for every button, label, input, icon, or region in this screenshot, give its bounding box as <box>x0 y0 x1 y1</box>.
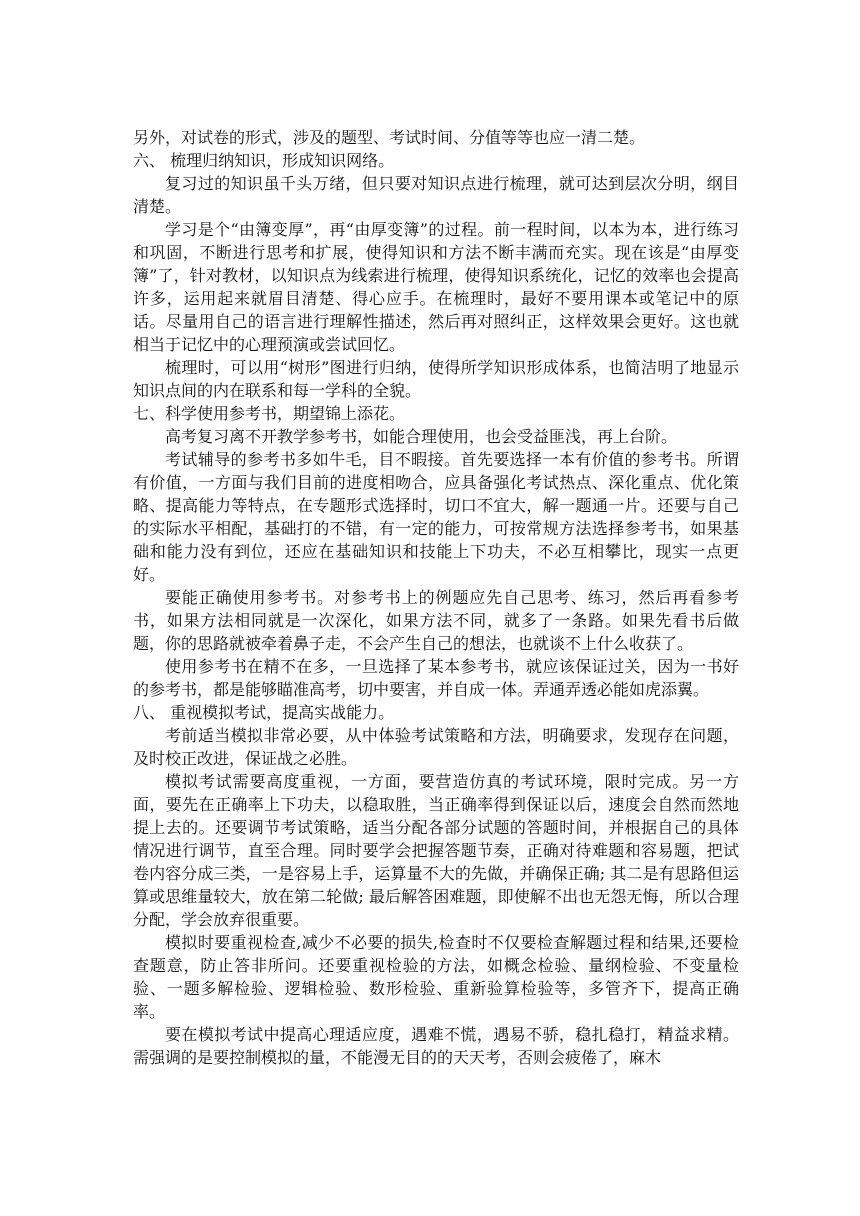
paragraph: 模拟时要重视检查,减少不必要的损失,检查时不仅要检查解题过程和结果,还要检查题意，防止答非所问。还要重视检验的方法，如概念检验、量纲检验、不变量检验、一题多解检验、逻辑检验、数形检验、重新验算检验等，多管齐下，提高正确率。 <box>133 933 739 1021</box>
paragraph: 考前适当模拟非常必要，从中体验考试策略和方法，明确要求，发现存在问题，及时校正改进，保证战之必胜。 <box>133 726 739 768</box>
paragraph: 学习是个“由簿变厚”，再“由厚变簿”的过程。前一程时间，以本为本，进行练习和巩固，不断进行思考和扩展，使得知识和方法不断丰满而充实。现在该是“由厚变簿”了，针对教材，以知识点为线索进行梳理，使得知识系统化，记忆的效率也会提高许多，运用起来就眉目清楚、得心应手。在梳理时，最好不要用课本或笔记中的原话。尽量用自己的语言进行理解性描述，然后再对照纠正，这样效果会更好。这也就相当于记忆中的心理预演或尝试回忆。 <box>133 220 739 354</box>
paragraph: 要能正确使用参考书。对参考书上的例题应先自己思考、练习，然后再看参考书，如果方法相同就是一次深化，如果方法不同，就多了一条路。如果先看书后做题，你的思路就被牵着鼻子走，不会产生自己的想法，也就谈不上什么收获了。 <box>133 588 739 653</box>
paragraph-intro: 另外，对试卷的形式，涉及的题型、考试时间、分值等等也应一清二楚。 <box>133 128 646 147</box>
paragraph: 模拟考试需要高度重视，一方面，要营造仿真的考试环境，限时完成。另一方面，要先在正确率上下功夫，以稳取胜，当正确率得到保证以后，速度会自然而然地提上去的。还要调节考试策略，适当分配各部分试题的答题时间，并根据自己的具体情况进行调节，直至合理。同时要学会把握答题节奏，正确对待难题和容易题，把试卷内容分成三类，一是容易上手，运算量不大的先做，并确保正确; 其二是有思路但运算或思维量较大，放在第二轮做; 最后解答困难题，即使解不出也无怨无悔，所以合理分配，学会放弃很重要。 <box>133 772 739 929</box>
paragraph: 使用参考书在精不在多，一旦选择了某本参考书，就应该保证过关，因为一书好的参考书，都是能够瞄准高考，切中要害，并自成一体。弄通弄透必能如虎添翼。 <box>133 657 739 699</box>
paragraph: 要在模拟考试中提高心理适应度，遇难不慌，遇易不骄，稳扎稳打，精益求精。需强调的是要控制模拟的量，不能漫无目的的天天考，否则会疲倦了，麻木 <box>133 1025 739 1067</box>
paragraph: 考试辅导的参考书多如牛毛，目不暇接。首先要选择一本有价值的参考书。所谓有价值，一方面与我们目前的进度相吻合，应具备强化考试热点、深化重点、优化策略、提高能力等特点，在专题形式选择时，切口不宜大，解一题通一片。还要与自己的实际水平相配，基础打的不错，有一定的能力，可按常规方法选择参考书，如果基础和能力没有到位，还应在基础知识和技能上下功夫，不必互相攀比，现实一点更好。 <box>133 450 739 584</box>
paragraph: 梳理时，可以用“树形”图进行归纳，使得所学知识形成体系，也简洁明了地显示知识点间的内在联系和每一学科的全貌。 <box>133 358 739 400</box>
paragraph: 复习过的知识虽千头万绪，但只要对知识点进行梳理，就可达到层次分明，纲目清楚。 <box>133 174 739 216</box>
paragraph: 高考复习离不开教学参考书，如能合理使用，也会受益匪浅，再上台阶。 <box>165 427 678 446</box>
section-heading-8: 八、 重视模拟考试，提高实战能力。 <box>133 703 395 722</box>
document-body <box>133 126 739 1069</box>
section-heading-6: 六、 梳理归纳知识，形成知识网络。 <box>133 151 395 170</box>
section-heading-7: 七、科学使用参考书，期望锦上添花。 <box>133 404 406 423</box>
